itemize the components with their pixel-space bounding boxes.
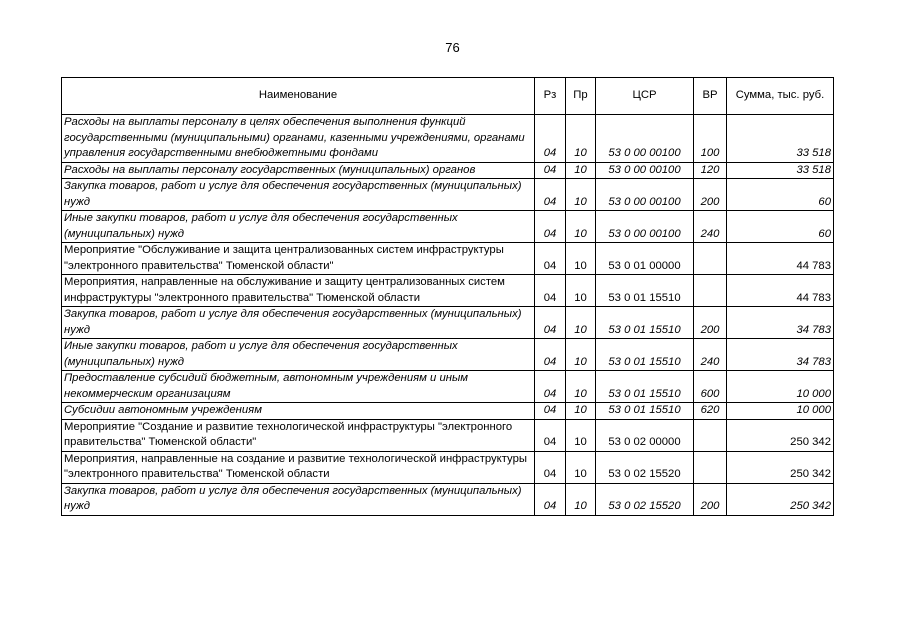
cell-csr: 53 0 02 00000 xyxy=(596,419,694,451)
cell-pr: 10 xyxy=(566,339,596,371)
cell-csr: 53 0 02 15520 xyxy=(596,483,694,515)
table-row xyxy=(62,483,834,515)
cell-pr: 10 xyxy=(566,371,596,403)
cell-csr: 53 0 01 15510 xyxy=(596,339,694,371)
cell-sum: 10 000 xyxy=(727,403,834,420)
cell-sum: 44 783 xyxy=(727,275,834,307)
cell-sum: 60 xyxy=(727,211,834,243)
cell-rz: 04 xyxy=(535,403,566,420)
cell-csr: 53 0 00 00100 xyxy=(596,211,694,243)
cell-rz: 04 xyxy=(535,115,566,163)
table-row xyxy=(62,211,834,243)
cell-sum: 34 783 xyxy=(727,307,834,339)
table-row xyxy=(62,243,834,275)
cell-name: Закупка товаров, работ и услуг для обеспечения государственных (муниципальных) нужд xyxy=(62,307,535,339)
cell-pr: 10 xyxy=(566,419,596,451)
column-header-pr: Пр xyxy=(566,78,596,115)
cell-name: Закупка товаров, работ и услуг для обеспечения государственных (муниципальных) нужд xyxy=(62,483,535,515)
cell-vr xyxy=(694,275,727,307)
table-row xyxy=(62,339,834,371)
cell-vr: 620 xyxy=(694,403,727,420)
cell-name: Субсидии автономным учреждениям xyxy=(62,403,535,420)
table-body xyxy=(62,115,834,516)
column-header-csr: ЦСР xyxy=(596,78,694,115)
cell-vr xyxy=(694,419,727,451)
table-row xyxy=(62,419,834,451)
column-header-rz: Рз xyxy=(535,78,566,115)
column-header-sum: Сумма, тыс. руб. xyxy=(727,78,834,115)
cell-csr: 53 0 01 15510 xyxy=(596,371,694,403)
cell-sum: 250 342 xyxy=(727,483,834,515)
cell-rz: 04 xyxy=(535,451,566,483)
cell-rz: 04 xyxy=(535,211,566,243)
cell-vr: 120 xyxy=(694,162,727,179)
table-row xyxy=(62,115,834,163)
cell-pr: 10 xyxy=(566,243,596,275)
cell-rz: 04 xyxy=(535,243,566,275)
cell-name: Иные закупки товаров, работ и услуг для обеспечения государственных (муниципальных) нужд xyxy=(62,339,535,371)
cell-csr: 53 0 00 00100 xyxy=(596,179,694,211)
cell-csr: 53 0 00 00100 xyxy=(596,115,694,163)
column-header-name: Наименование xyxy=(62,78,535,115)
cell-csr: 53 0 01 15510 xyxy=(596,403,694,420)
cell-rz: 04 xyxy=(535,307,566,339)
cell-sum: 250 342 xyxy=(727,419,834,451)
cell-sum: 44 783 xyxy=(727,243,834,275)
cell-sum: 33 518 xyxy=(727,162,834,179)
table-row xyxy=(62,403,834,420)
cell-sum: 34 783 xyxy=(727,339,834,371)
cell-sum: 33 518 xyxy=(727,115,834,163)
cell-rz: 04 xyxy=(535,179,566,211)
cell-csr: 53 0 01 15510 xyxy=(596,275,694,307)
table-row xyxy=(62,371,834,403)
cell-pr: 10 xyxy=(566,307,596,339)
cell-rz: 04 xyxy=(535,275,566,307)
cell-csr: 53 0 01 00000 xyxy=(596,243,694,275)
cell-rz: 04 xyxy=(535,162,566,179)
cell-pr: 10 xyxy=(566,211,596,243)
column-header-vr: ВР xyxy=(694,78,727,115)
table-row xyxy=(62,275,834,307)
cell-pr: 10 xyxy=(566,162,596,179)
table-row xyxy=(62,307,834,339)
cell-name: Мероприятия, направленные на обслуживание и защиту централизованных систем инфраструктуры "электронного правительства" Тюменской области xyxy=(62,275,535,307)
cell-csr: 53 0 02 15520 xyxy=(596,451,694,483)
cell-vr: 600 xyxy=(694,371,727,403)
table-row xyxy=(62,451,834,483)
budget-table xyxy=(61,77,834,516)
cell-sum: 60 xyxy=(727,179,834,211)
cell-vr: 200 xyxy=(694,179,727,211)
cell-rz: 04 xyxy=(535,339,566,371)
cell-name: Закупка товаров, работ и услуг для обеспечения государственных (муниципальных) нужд xyxy=(62,179,535,211)
cell-csr: 53 0 00 00100 xyxy=(596,162,694,179)
cell-sum: 250 342 xyxy=(727,451,834,483)
page-number: 76 xyxy=(445,40,460,55)
cell-pr: 10 xyxy=(566,275,596,307)
cell-vr: 240 xyxy=(694,339,727,371)
cell-vr: 200 xyxy=(694,483,727,515)
cell-name: Мероприятие "Создание и развитие технологической инфраструктуры "электронного правительства" Тюменской области" xyxy=(62,419,535,451)
cell-vr xyxy=(694,243,727,275)
cell-name: Мероприятие "Обслуживание и защита централизованных систем инфраструктуры "электронного правительства" Тюменской области" xyxy=(62,243,535,275)
table-row xyxy=(62,179,834,211)
cell-name: Расходы на выплаты персоналу государственных (муниципальных) органов xyxy=(62,162,535,179)
cell-csr: 53 0 01 15510 xyxy=(596,307,694,339)
cell-vr: 200 xyxy=(694,307,727,339)
cell-sum: 10 000 xyxy=(727,371,834,403)
cell-vr: 240 xyxy=(694,211,727,243)
table-row xyxy=(62,162,834,179)
cell-pr: 10 xyxy=(566,179,596,211)
cell-pr: 10 xyxy=(566,483,596,515)
cell-rz: 04 xyxy=(535,483,566,515)
cell-name: Мероприятия, направленные на создание и развитие технологической инфраструктуры "электронного правительства" Тюменской области xyxy=(62,451,535,483)
cell-pr: 10 xyxy=(566,115,596,163)
cell-name: Расходы на выплаты персоналу в целях обеспечения выполнения функций государственными (муниципальными) органами, казенными учреждениями, органами управления государственными внебюджетными фондами xyxy=(62,115,535,163)
cell-rz: 04 xyxy=(535,371,566,403)
table-header-row xyxy=(62,78,834,115)
cell-pr: 10 xyxy=(566,403,596,420)
cell-vr xyxy=(694,451,727,483)
cell-pr: 10 xyxy=(566,451,596,483)
cell-rz: 04 xyxy=(535,419,566,451)
cell-name: Иные закупки товаров, работ и услуг для обеспечения государственных (муниципальных) нужд xyxy=(62,211,535,243)
cell-vr: 100 xyxy=(694,115,727,163)
cell-name: Предоставление субсидий бюджетным, автономным учреждениям и иным некоммерческим организациям xyxy=(62,371,535,403)
